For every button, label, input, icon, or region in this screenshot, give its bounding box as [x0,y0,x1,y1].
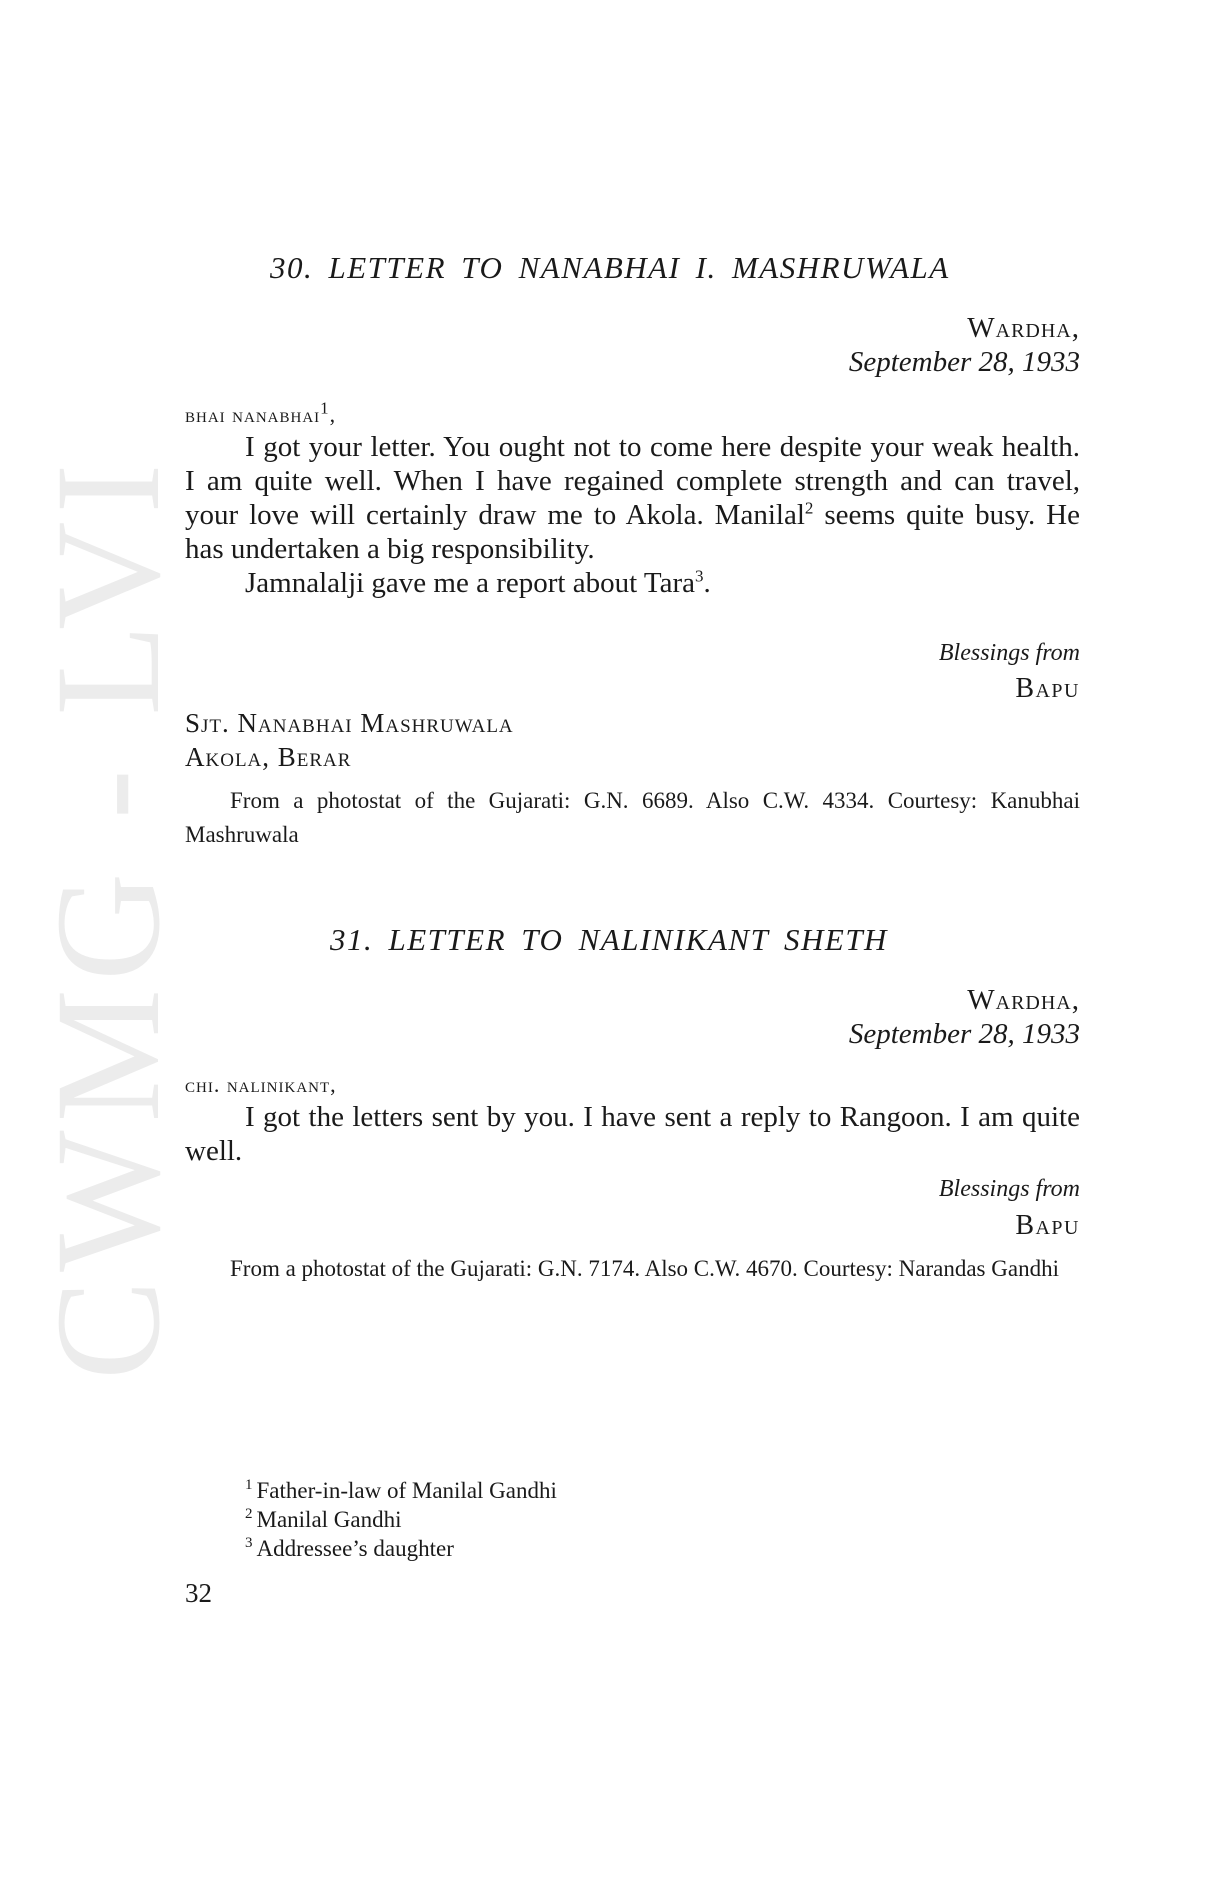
letter-2-signature: Bapu [1015,1210,1080,1241]
salutation-comma: , [329,402,337,427]
footnote-3 [245,1534,557,1563]
letter-2-salutation: chi. nalinikant, [185,1072,337,1097]
footnote-ref: 3 [694,566,704,586]
paragraph-text: Jamnalalji gave me a report about Tara [245,567,695,599]
source-text: From a photostat of the Gujarati: G.N. 7174. Also C.W. 4670. Courtesy: Narandas Gandhi [230,1256,1059,1281]
letter-1-title: 30. LETTER TO NANABHAI I. MASHRUWALA [270,250,950,285]
footnote-number: 3 [245,1535,253,1552]
footnote-number: 1 [245,1477,253,1494]
letter-1-paragraph-1 [185,430,1080,566]
footnote-text: Addressee’s daughter [256,1536,454,1561]
footnote-number: 2 [245,1506,253,1523]
letter-2-date: September 28, 1933 [848,1018,1080,1050]
letter-1-place: Wardha, [967,312,1080,344]
page-number: 32 [185,1578,212,1608]
letter-1-salutation [185,398,337,428]
letter-1-signature: Bapu [1015,673,1080,704]
address-line-2: Akola, Berar [185,742,352,772]
source-text: From a photostat of the Gujarati: G.N. 6689. Also C.W. 4334. Courtesy: Kanubhai Mashruwala [185,788,1080,847]
letter-2-blessing: Blessings from [938,1176,1080,1202]
letter-2-title: 31. LETTER TO NALINIKANT SHETH [330,922,888,957]
letter-1-paragraph-2 [185,566,1080,600]
address-line-1: Sjt. Nanabhai Mashruwala [185,708,514,738]
paragraph-text: . [703,567,711,599]
footnote-2 [245,1505,557,1534]
footnotes [245,1476,557,1563]
footnote-1 [245,1476,557,1505]
letter-1-source [185,784,1080,852]
letter-2-paragraph-1: I got the letters sent by you. I have sent a reply to Rangoon. I am quite well. [185,1101,1080,1167]
letter-1-address [185,706,514,774]
footnote-text: Manilal Gandhi [256,1507,402,1532]
paragraph-text: I got your letter. You ought not to come here despite your weak health. I am quite well. When I have regained complete strength and can travel, your love will certainly draw me to Akola. Manilal [185,431,1080,531]
letter-1-blessing: Blessings from [938,640,1080,666]
letter-2-body [185,1100,1080,1168]
paragraph-text: seems quite busy. He has undertaken a big responsibility. [185,499,1080,565]
letter-1-date: September 28, 1933 [848,346,1080,378]
footnote-text: Father-in-law of Manilal Gandhi [256,1478,557,1503]
letter-2-source [185,1252,1080,1286]
footnote-ref: 1 [320,398,330,418]
letter-1-body [185,430,1080,600]
watermark: CWMG - LVI [25,455,191,1380]
footnote-ref: 2 [804,498,814,518]
salutation-text: bhai nanabhai [185,402,321,427]
letter-2-place: Wardha, [967,984,1080,1016]
